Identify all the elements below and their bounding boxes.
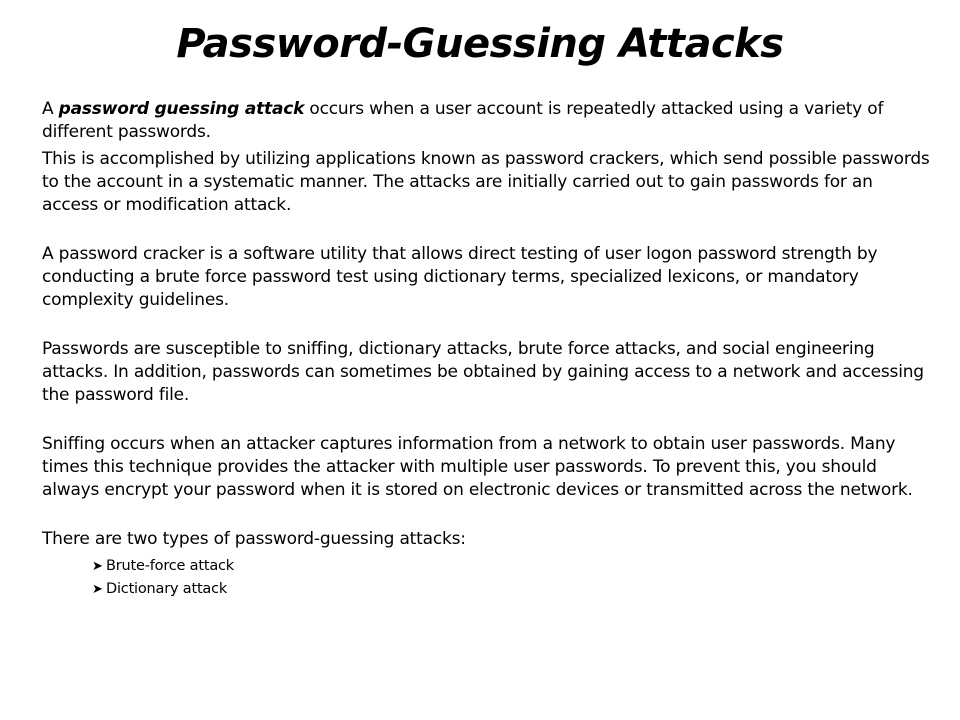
paragraph-attack-types-intro: There are two types of password-guessing attacks:	[42, 529, 466, 549]
paragraph-definition	[42, 98, 932, 144]
paragraph-sniffing: Sniffing occurs when an attacker captures information from a network to obtain user passwords. Many times this technique provides the attacker with multiple user passwords. To prevent this, you should always encrypt your password when it is stored on electronic devices or transmitted across the network.	[42, 434, 913, 500]
paragraph-definition-lead: A	[42, 99, 59, 119]
list-item-label: Brute-force attack	[106, 558, 234, 574]
paragraph-susceptibility: Passwords are susceptible to sniffing, dictionary attacks, brute force attacks, and social engineering attacks. In addition, passwords can sometimes be obtained by gaining access to a network and accessing the password file.	[42, 339, 924, 405]
list-item-label: Dictionary attack	[106, 581, 228, 597]
slide-title: Password-Guessing Attacks	[176, 21, 784, 67]
list-item-dictionary	[42, 578, 932, 601]
attack-types-list	[42, 555, 932, 601]
slide-body	[42, 98, 932, 601]
arrowhead-bullet-icon: ➤	[92, 582, 103, 597]
term-password-guessing-attack: password guessing attack	[58, 99, 305, 119]
arrowhead-bullet-icon: ➤	[92, 559, 103, 574]
list-item-brute-force	[42, 555, 932, 578]
paragraph-definition-rest: occurs when a user account is repeatedly attacked using a variety of different passwords.	[42, 99, 884, 142]
paragraph-cracker-utility: A password cracker is a software utility that allows direct testing of user logon password strength by conducting a brute force password test using dictionary terms, specialized lexicons, or mandatory complexity guidelines.	[42, 244, 878, 310]
paragraph-password-crackers: This is accomplished by utilizing applications known as password crackers, which send possible passwords to the account in a systematic manner. The attacks are initially carried out to gain passwords for an access or modification attack.	[42, 149, 930, 215]
